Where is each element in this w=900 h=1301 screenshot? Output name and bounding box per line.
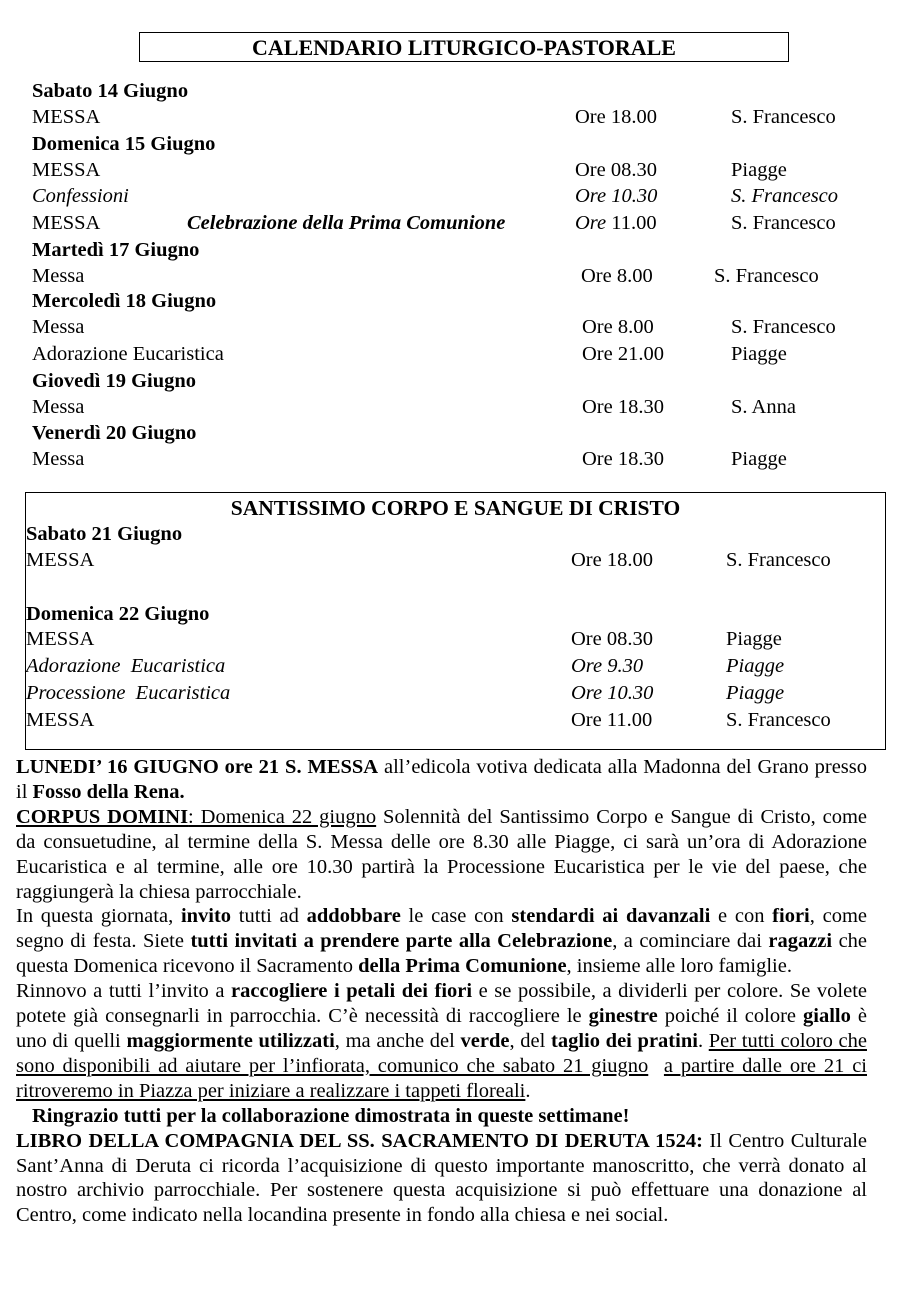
day-heading: Martedì 17 Giugno (32, 239, 200, 261)
corpus-domini-box (25, 492, 886, 750)
event-time: Ore 18.00 (571, 549, 653, 571)
announcement-thanks: Ringrazio tutti per la collaborazione dimostrata in queste settimane! (32, 1104, 630, 1127)
event-time: Ore 08.30 (575, 159, 657, 181)
event-name: Messa (32, 316, 85, 338)
event-name: MESSA (32, 159, 101, 181)
event-row (32, 314, 882, 340)
event-row (32, 157, 882, 183)
event-row (32, 183, 882, 209)
event-time: Ore 18.30 (582, 396, 664, 418)
event-place: S. Francesco (731, 316, 836, 338)
event-place: Piagge (731, 159, 787, 181)
corpus-domini-title: SANTISSIMO CORPO E SANGUE DI CRISTO (230, 496, 681, 520)
event-time: Ore 08.30 (571, 628, 653, 650)
event-place: Piagge (731, 343, 787, 365)
event-place: S. Francesco (714, 265, 819, 287)
event-place: Piagge (726, 655, 785, 677)
event-name: Processione Eucaristica (26, 682, 231, 704)
event-name: Messa (32, 396, 85, 418)
event-time: Ore 8.00 (581, 265, 653, 287)
event-time: Ore 11.00 (575, 212, 657, 234)
day-heading: Venerdì 20 Giugno (32, 422, 197, 444)
day-heading: Domenica 15 Giugno (32, 133, 216, 155)
event-place: S. Francesco (726, 549, 831, 571)
event-row (26, 547, 881, 573)
announcement-decorations: In questa giornata, invito tutti ad addobbare le case con stendardi ai davanzali e con fiori, come segno di festa. Siete tutti invitati a prendere parte alla Celebrazione, a cominciare dai ragazzi che questa Domenica ricevono il Sacramento della Prima Comunione, insieme alle loro famiglie. (16, 905, 868, 978)
event-row (32, 210, 882, 236)
event-name: MESSA (26, 628, 95, 650)
event-time: Ore 10.30 (571, 682, 654, 704)
announcement-flower-petals: Rinnovo a tutti l’invito a raccogliere i petali dei fiori e se possibile, a dividerli per colore. Se volete potete già consegnarli in parrocchia. C’è necessità di raccogliere le ginestre poiché il colore giallo è uno di quelli maggiormente utilizzati, ma anche del verde, del taglio dei pratini. Per tutti coloro che sono disponibili ad aiutare per l’infiorata, comunico che sabato 21 giugno a partire dalle ore 21 ci ritroveremo in Piazza per iniziare a realizzare i tappeti floreali. (16, 980, 867, 1102)
event-place: Piagge (731, 448, 787, 470)
event-time: Ore 11.00 (571, 709, 653, 731)
event-time: Ore 9.30 (571, 655, 644, 677)
event-row (26, 626, 881, 652)
announcements (16, 755, 867, 1228)
announcement-monday-mass: LUNEDI’ 16 GIUGNO ore 21 S. MESSA all’edicola votiva dedicata alla Madonna del Grano presso il Fosso della Rena. (16, 756, 868, 803)
event-place: S. Anna (731, 396, 796, 418)
event-name: Adorazione Eucaristica (26, 655, 226, 677)
event-name: Confessioni (32, 185, 129, 207)
day-heading: Sabato 21 Giugno (26, 523, 183, 545)
event-name: Messa (32, 265, 85, 287)
day-heading: Domenica 22 Giugno (26, 603, 210, 625)
event-row (32, 263, 882, 289)
event-row (26, 707, 881, 733)
event-place: S. Francesco (731, 106, 836, 128)
event-name: MESSA (26, 549, 95, 571)
event-name: MESSA (26, 709, 95, 731)
event-name: Adorazione Eucaristica (32, 343, 224, 365)
day-heading: Mercoledì 18 Giugno (32, 290, 217, 312)
announcement-corpus-domini: CORPUS DOMINI: Domenica 22 giugno Solennità del Santissimo Corpo e Sangue di Cristo, come da consuetudine, al termine della S. Messa delle ore 8.30 alle Piagge, ci sarà un’ora di Adorazione Eucaristica e al termine, alle ore 10.30 partirà la Processione Eucaristica per le vie del paese, che raggiungerà la chiesa parrocchiale. (16, 805, 867, 903)
event-place: S. Francesco (726, 709, 831, 731)
event-note: Celebrazione della Prima Comunione (187, 212, 506, 234)
event-time: Ore 18.00 (575, 106, 657, 128)
event-place: Piagge (726, 628, 782, 650)
event-row (26, 680, 881, 706)
event-row (32, 104, 882, 130)
event-row (32, 394, 882, 420)
event-place: Piagge (726, 682, 785, 704)
page-title: CALENDARIO LITURGICO-PASTORALE (139, 32, 789, 62)
event-row (32, 341, 882, 367)
event-row (32, 446, 882, 472)
event-name: Messa (32, 448, 85, 470)
day-heading: Giovedì 19 Giugno (32, 370, 197, 392)
event-time: Ore 18.30 (582, 448, 664, 470)
event-name: MESSA (32, 106, 101, 128)
announcement-book: LIBRO DELLA COMPAGNIA DEL SS. SACRAMENTO DI DERUTA 1524: Il Centro Culturale Sant’Anna di Deruta ci ricorda l’acquisizione di questo importante manoscritto, che verrà donato al nostro archivio parrocchiale. Per sostenere questa acquisizione si può effettuare una donazione al Centro, come indicato nella locandina presente in fondo alla chiesa e nei social. (16, 1129, 867, 1227)
event-row (26, 653, 881, 679)
event-time: Ore 21.00 (582, 343, 664, 365)
day-heading: Sabato 14 Giugno (32, 80, 189, 102)
event-time: Ore 10.30 (575, 185, 658, 207)
event-time: Ore 8.00 (582, 316, 654, 338)
event-name: MESSA (32, 212, 101, 234)
event-place: S. Francesco (731, 185, 839, 207)
event-place: S. Francesco (731, 212, 836, 234)
